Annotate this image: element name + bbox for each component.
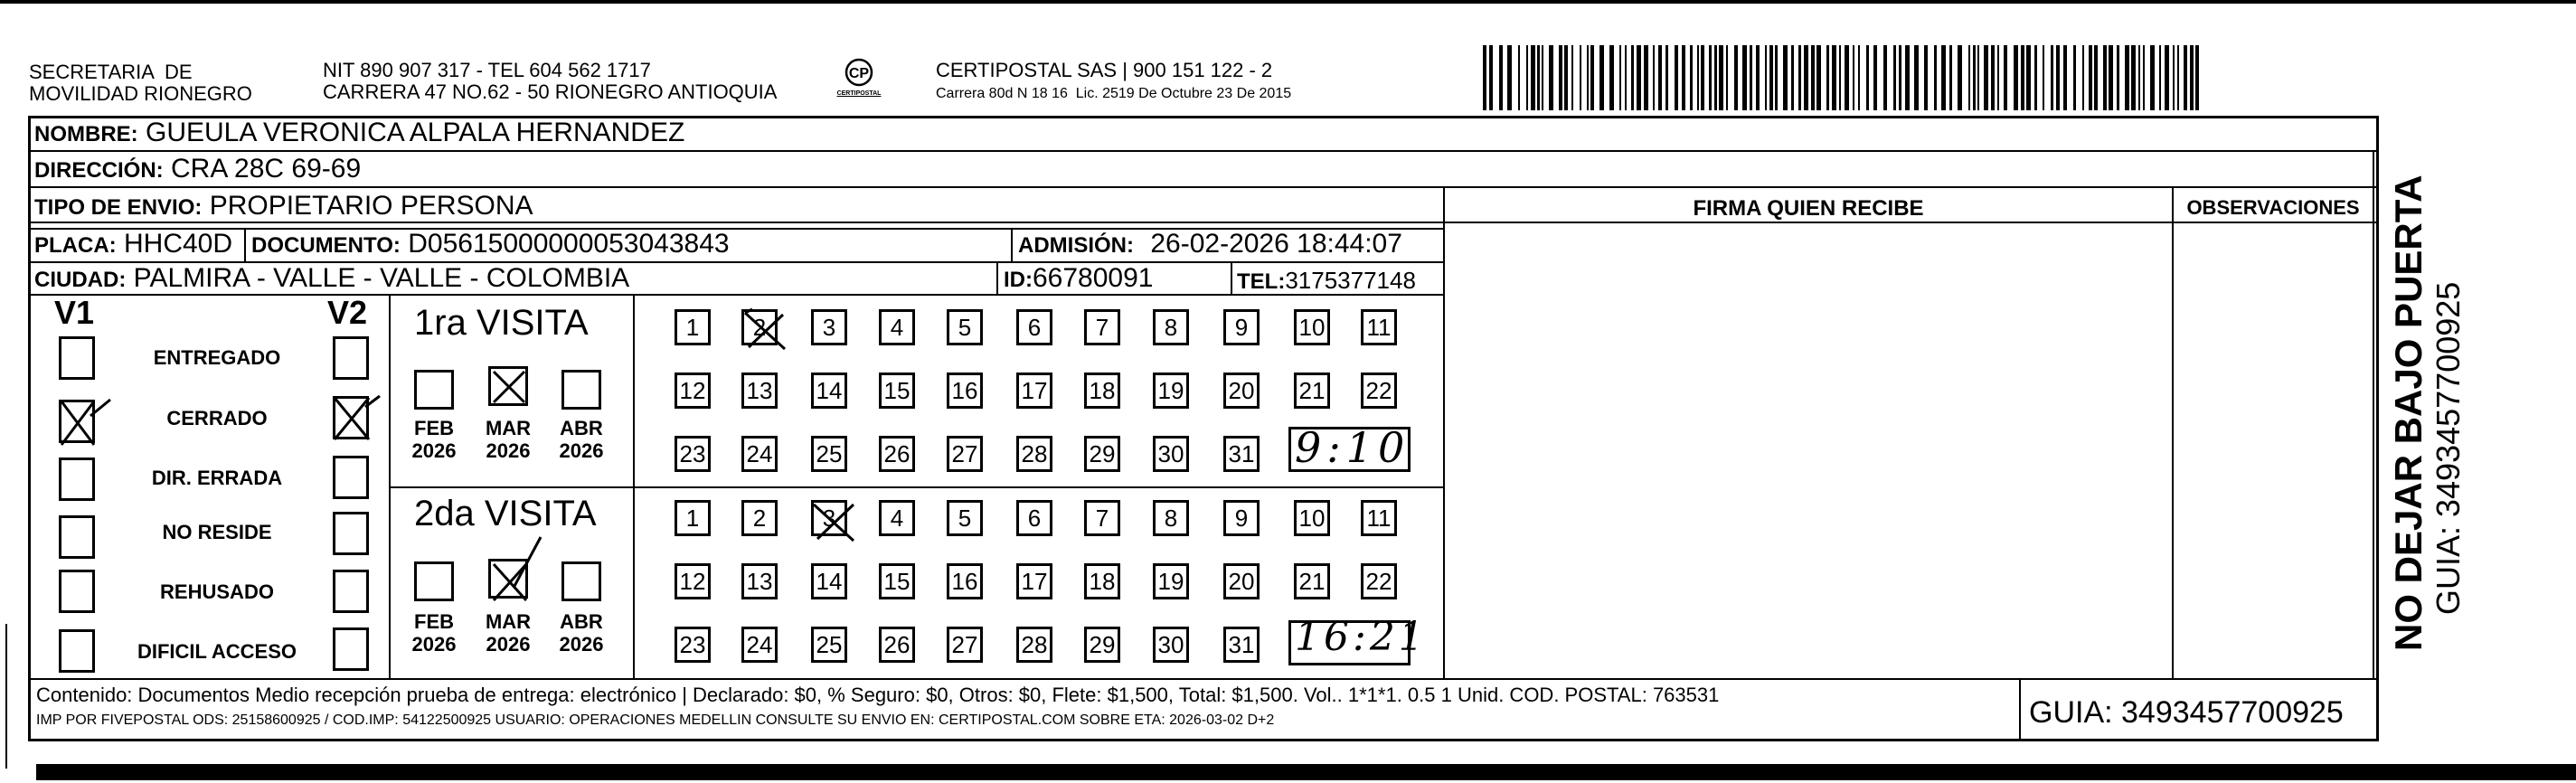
id-value: 66780091 <box>1033 263 1154 293</box>
barcode-bar <box>1701 45 1704 110</box>
barcode-bar <box>1941 45 1946 110</box>
nombre-value: GUEULA VERONICA ALPALA HERNANDEZ <box>146 118 685 147</box>
visit1-day-27[interactable]: 27 <box>947 436 983 472</box>
visit2-month-label-mar: MAR <box>485 610 532 633</box>
visit1-day-7[interactable]: 7 <box>1084 309 1120 345</box>
visit2-day-12[interactable]: 12 <box>675 563 711 599</box>
col-line <box>2019 678 2021 741</box>
barcode-bar <box>1483 45 1486 110</box>
barcode-bar <box>1559 45 1562 110</box>
side-warning <box>2387 145 2486 651</box>
org-line-1: SECRETARIA DE <box>29 61 193 83</box>
barcode-bar <box>1609 45 1614 110</box>
visit2-time-text: 16:21 <box>1295 614 1428 660</box>
visit1-day-23[interactable]: 23 <box>675 436 711 472</box>
documento-cell: DOCUMENTO: D05615000000053043843 <box>251 229 730 259</box>
barcode-bar <box>1905 45 1910 110</box>
visit2-day-3[interactable]: 3 <box>811 500 847 536</box>
direccion-row: DIRECCIÓN: CRA 28C 69-69 <box>34 154 362 184</box>
visit2-day-6[interactable]: 6 <box>1016 500 1052 536</box>
visit2-day-9[interactable]: 9 <box>1223 500 1260 536</box>
ciudad-value: PALMIRA - VALLE - VALLE - COLOMBIA <box>133 263 630 293</box>
barcode-bar <box>1518 45 1520 110</box>
visit1-day-26[interactable]: 26 <box>879 436 915 472</box>
visit2-day-5[interactable]: 5 <box>947 500 983 536</box>
barcode-bar <box>1697 45 1699 110</box>
barcode-bar <box>1973 45 1976 110</box>
visit1-day-22[interactable]: 22 <box>1361 373 1397 409</box>
barcode-bar <box>1549 45 1553 110</box>
barcode-bar <box>1914 45 1919 110</box>
placa-cell: PLACA: HHC40D <box>34 229 233 259</box>
barcode-bar <box>1958 45 1962 110</box>
visit2-day-14[interactable]: 14 <box>811 563 847 599</box>
barcode-bar <box>1924 45 1928 110</box>
col-line <box>996 261 998 294</box>
barcode-bar <box>2173 45 2175 110</box>
v2-checkbox-entregado[interactable] <box>333 336 369 380</box>
barcode-bar <box>1968 45 1970 110</box>
visit2-day-29[interactable]: 29 <box>1084 627 1120 663</box>
visit2-day-20[interactable]: 20 <box>1223 563 1260 599</box>
barcode-bar <box>1977 45 1979 110</box>
barcode-bar <box>1997 45 1999 110</box>
visit2-year-label-abr: 2026 <box>559 633 604 656</box>
org-line-2: MOVILIDAD RIONEGRO <box>29 82 252 105</box>
v1-checkbox-no-reside[interactable] <box>59 515 95 559</box>
v2-checkbox-no-reside[interactable] <box>333 512 369 555</box>
direccion-value: CRA 28C 69-69 <box>171 154 362 184</box>
barcode-bar <box>2043 45 2044 110</box>
visit1-day-30[interactable]: 30 <box>1153 436 1189 472</box>
barcode-bar <box>1791 45 1794 110</box>
visit1-day-24[interactable]: 24 <box>741 436 778 472</box>
status-entregado: ENTREGADO <box>153 346 281 369</box>
v1-checkbox-rehusado[interactable] <box>59 570 95 613</box>
visit1-month-box-abr[interactable] <box>561 370 601 410</box>
visit2-day-27[interactable]: 27 <box>947 627 983 663</box>
barcode-bar <box>1571 45 1573 110</box>
visit1-mar-mark <box>488 366 530 408</box>
visit1-day-4[interactable]: 4 <box>879 309 915 345</box>
barcode-bar <box>1599 45 1604 110</box>
barcode-bar <box>2063 45 2067 110</box>
visit2-day-15[interactable]: 15 <box>879 563 915 599</box>
side-line-2: GUIA: 3493457700925 <box>2430 281 2467 615</box>
visit2-month-label-abr: ABR <box>560 610 603 633</box>
visit2-day-8[interactable]: 8 <box>1153 500 1189 536</box>
visit2-day-4[interactable]: 4 <box>879 500 915 536</box>
placa-value: HHC40D <box>124 229 233 259</box>
visit2-day-16[interactable]: 16 <box>947 563 983 599</box>
visit1-day-18[interactable]: 18 <box>1084 373 1120 409</box>
visit2-day-26[interactable]: 26 <box>879 627 915 663</box>
barcode-bar <box>2082 45 2084 110</box>
visit2-day-25[interactable]: 25 <box>811 627 847 663</box>
barcode-bar <box>1564 45 1568 110</box>
v1-checkbox-dificil-acceso[interactable] <box>59 629 95 673</box>
barcode-bar <box>1625 45 1627 110</box>
visit2-day-3-mark <box>808 497 861 546</box>
visit2-day-21[interactable]: 21 <box>1294 563 1330 599</box>
col-line <box>1231 261 1232 294</box>
v2-checkbox-dir-errada[interactable] <box>333 456 369 499</box>
status-rehusado: REHUSADO <box>160 580 274 603</box>
barcode-bar <box>2094 45 2098 110</box>
visit1-day-2[interactable]: 2 <box>741 309 778 345</box>
visit2-day-22[interactable]: 22 <box>1361 563 1397 599</box>
status-dificil-acceso: DIFICIL ACCESO <box>137 640 297 663</box>
barcode-bar <box>1866 45 1869 110</box>
address-line: CARRERA 47 NO.62 - 50 RIONEGRO ANTIOQUIA <box>323 80 778 103</box>
barcode-bar <box>1858 45 1860 110</box>
barcode-bar <box>2177 45 2179 110</box>
tipo-value: PROPIETARIO PERSONA <box>209 191 533 221</box>
barcode-bar <box>1499 45 1503 110</box>
barcode-bar <box>1644 45 1648 110</box>
barcode-bar <box>1542 45 1543 110</box>
barcode-bar <box>1637 45 1641 110</box>
barcode-bar <box>1934 45 1937 110</box>
visit1-day-14[interactable]: 14 <box>811 373 847 409</box>
barcode-bar <box>2131 45 2136 110</box>
barcode-bar <box>1832 45 1836 110</box>
barcode-bar <box>2109 45 2113 110</box>
visit2-day-17[interactable]: 17 <box>1016 563 1052 599</box>
barcode-bar <box>2034 45 2037 110</box>
visit1-day-17[interactable]: 17 <box>1016 373 1052 409</box>
barcode-bar <box>1489 45 1493 110</box>
footer-line-2: IMP POR FIVEPOSTAL ODS: 25158600925 / COD.IMP: 54122500925 USUARIO: OPERACIONES MEDELLIN CONSULTE SU ENVIO EN: CERTIPOSTAL.COM SOBRE ETA: 2026-03-02 D+2 <box>36 712 1275 728</box>
visit2-day-24[interactable]: 24 <box>741 627 778 663</box>
barcode-bar <box>1765 45 1767 110</box>
certipostal-logo <box>835 56 882 103</box>
barcode-bar <box>1899 45 1901 110</box>
visit2-year-label-feb: 2026 <box>411 633 457 656</box>
barcode-bar <box>1719 45 1723 110</box>
barcode-bar <box>1587 45 1589 110</box>
barcode-bar <box>1665 45 1668 110</box>
visit2-month-label-feb: FEB <box>414 610 454 633</box>
barcode-bar <box>2150 45 2155 110</box>
visit1-month-label-mar: MAR <box>485 417 532 439</box>
barcode-bar <box>1883 45 1887 110</box>
barcode-bar <box>2190 45 2194 110</box>
visit1-day-28[interactable]: 28 <box>1016 436 1052 472</box>
barcode-bar <box>1690 45 1693 110</box>
barcode-bar <box>2165 45 2169 110</box>
barcode-bar <box>2026 45 2031 110</box>
barcode-bar <box>1893 45 1896 110</box>
barcode-bar <box>1839 45 1841 110</box>
observaciones-header: OBSERVACIONES <box>2186 196 2360 219</box>
admision-value: 26-02-2026 18:44:07 <box>1150 229 1402 259</box>
col-line <box>2373 150 2374 678</box>
visit1-day-2-mark <box>740 306 790 354</box>
visit2-day-2[interactable]: 2 <box>741 500 778 536</box>
visit2-day-13[interactable]: 13 <box>741 563 778 599</box>
visit1-month-label-abr: ABR <box>560 417 603 439</box>
barcode-bar <box>1853 45 1854 110</box>
visit1-day-11[interactable]: 11 <box>1361 309 1397 345</box>
visit1-day-1[interactable]: 1 <box>675 309 711 345</box>
barcode-bar <box>1580 45 1581 110</box>
barcode-bar <box>1537 45 1540 110</box>
v2-checkbox-dificil-acceso[interactable] <box>333 627 369 671</box>
barcode-bar <box>2014 45 2018 110</box>
tipo-row: TIPO DE ENVIO: PROPIETARIO PERSONA <box>34 191 533 221</box>
visit1-day-12[interactable]: 12 <box>675 373 711 409</box>
visit1-day-15[interactable]: 15 <box>879 373 915 409</box>
barcode-bar <box>1709 45 1712 110</box>
barcode-bar <box>2117 45 2119 110</box>
col-line <box>1443 186 1445 678</box>
col-line <box>2172 186 2174 678</box>
visit1-day-9[interactable]: 9 <box>1223 309 1260 345</box>
visit2-year-label-mar: 2026 <box>486 633 531 656</box>
firma-header: FIRMA QUIEN RECIBE <box>1693 196 1924 221</box>
tel-cell: TEL:3175377148 <box>1237 267 1416 294</box>
visit1-day-8[interactable]: 8 <box>1153 309 1189 345</box>
status-dir-errada: DIR. ERRADA <box>151 467 283 489</box>
barcode-bar <box>1991 45 1995 110</box>
visit1-month-box-feb[interactable] <box>414 370 454 410</box>
visit1-day-6[interactable]: 6 <box>1016 309 1052 345</box>
visit2-day-23[interactable]: 23 <box>675 627 711 663</box>
barcode-bar <box>1590 45 1594 110</box>
top-page-rule <box>0 0 2576 4</box>
footer-line <box>28 678 2379 680</box>
visit2-month-box-feb[interactable] <box>414 561 454 601</box>
barcode-bar <box>1653 45 1655 110</box>
left-edge-mark <box>5 624 7 769</box>
barcode-bar <box>1682 45 1685 110</box>
barcode-bar <box>1949 45 1952 110</box>
documento-value: D05615000000053043843 <box>408 229 730 259</box>
barcode-bar <box>1811 45 1815 110</box>
visit1-year-label-abr: 2026 <box>559 439 604 462</box>
barcode-bar <box>2138 45 2140 110</box>
v1-label: V1 <box>54 294 95 331</box>
visit1-day-19[interactable]: 19 <box>1153 373 1189 409</box>
barcode-bar <box>2103 45 2107 110</box>
barcode-bar <box>2004 45 2007 110</box>
visit1-day-31[interactable]: 31 <box>1223 436 1260 472</box>
bottom-page-rule <box>36 764 2576 780</box>
visit2-month-box-abr[interactable] <box>561 561 601 601</box>
status-cerrado: CERRADO <box>166 407 268 429</box>
visit1-day-3[interactable]: 3 <box>811 309 847 345</box>
col-line <box>1011 228 1013 261</box>
barcode-bar <box>2195 45 2199 110</box>
visit2-day-28[interactable]: 28 <box>1016 627 1052 663</box>
barcode-bar <box>1798 45 1801 110</box>
barcode-bar <box>2184 45 2187 110</box>
visit2-day-7[interactable]: 7 <box>1084 500 1120 536</box>
visit1-day-16[interactable]: 16 <box>947 373 983 409</box>
id-cell: ID:66780091 <box>1004 263 1154 293</box>
visit2-day-30[interactable]: 30 <box>1153 627 1189 663</box>
barcode-bar <box>1775 45 1778 110</box>
company-sub: Carrera 80d N 18 16 Lic. 2519 De Octubre 23 De 2015 <box>936 86 1292 101</box>
barcode-bar <box>2073 45 2076 110</box>
footer-line-1: Contenido: Documentos Medio recepción prueba de entrega: electrónico | Declarado: $0, % Seguro: $0, Otros: $0, Flete: $1,500, Total: $1,500. Vol.. 1*1*1. 0.5 1 Unid. COD. POSTAL: 763531 <box>36 684 1720 706</box>
visit1-title: 1ra VISITA <box>414 303 589 343</box>
barcode-bar <box>1619 45 1621 110</box>
company-line: CERTIPOSTAL SAS | 900 151 122 - 2 <box>936 59 1273 81</box>
visit2-day-19[interactable]: 19 <box>1153 563 1189 599</box>
barcode-bar <box>1769 45 1773 110</box>
nit-line: NIT 890 907 317 - TEL 604 562 1717 <box>323 59 651 81</box>
v1-checkbox-entregado[interactable] <box>59 336 95 380</box>
barcode-bar <box>1734 45 1738 110</box>
visit2-day-11[interactable]: 11 <box>1361 500 1397 536</box>
barcode-bar <box>1631 45 1634 110</box>
barcode-bar <box>1507 45 1512 110</box>
barcode-bar <box>2056 45 2060 110</box>
col-line <box>244 228 246 261</box>
footer-guia: GUIA: 3493457700925 <box>2029 695 2344 730</box>
row-line <box>28 186 2379 188</box>
barcode-bar <box>2143 45 2145 110</box>
v2-cerrado-mark <box>329 392 383 447</box>
visit1-day-25[interactable]: 25 <box>811 436 847 472</box>
visit1-day-29[interactable]: 29 <box>1084 436 1120 472</box>
svg-text:CP: CP <box>848 66 870 81</box>
barcode-bar <box>1804 45 1808 110</box>
barcode-bar <box>1873 45 1877 110</box>
barcode-bar <box>1845 45 1849 110</box>
barcode-bar <box>2089 45 2092 110</box>
visit2-day-10[interactable]: 10 <box>1294 500 1330 536</box>
logo-text: CERTIPOSTAL <box>836 90 882 97</box>
visit1-year-label-feb: 2026 <box>411 439 457 462</box>
visit-divider <box>389 486 1443 488</box>
barcode-bar <box>1984 45 1988 110</box>
barcode-bar <box>1526 45 1528 110</box>
barcode-bar <box>2051 45 2053 110</box>
barcode-bar <box>1750 45 1752 110</box>
visit1-day-10[interactable]: 10 <box>1294 309 1330 345</box>
v2-checkbox-rehusado[interactable] <box>333 570 369 613</box>
side-line-1: NO DEJAR BAJO PUERTA <box>2387 175 2430 651</box>
visit1-time-text: 9:10 <box>1295 423 1411 472</box>
visit1-day-13[interactable]: 13 <box>741 373 778 409</box>
barcode-bar <box>1726 45 1728 110</box>
v1-checkbox-dir-errada[interactable] <box>59 458 95 501</box>
visit2-mar-mark <box>485 533 548 606</box>
barcode-bar <box>1714 45 1717 110</box>
v1-cerrado-mark <box>54 394 118 450</box>
barcode-bar <box>2125 45 2129 110</box>
status-no-reside: NO RESIDE <box>162 521 272 543</box>
barcode-bar <box>1675 45 1678 110</box>
visit1-day-5[interactable]: 5 <box>947 309 983 345</box>
row-line <box>28 150 2379 152</box>
visit2-title: 2da VISITA <box>414 494 597 533</box>
visit1-day-21[interactable]: 21 <box>1294 373 1330 409</box>
barcode-bar <box>2021 45 2024 110</box>
barcode-bar <box>1658 45 1662 110</box>
visit2-day-31[interactable]: 31 <box>1223 627 1260 663</box>
ciudad-cell: CIUDAD: PALMIRA - VALLE - VALLE - COLOMBIA <box>34 263 630 293</box>
barcode-bar <box>1826 45 1829 110</box>
barcode-bar <box>1756 45 1760 110</box>
visit1-year-label-mar: 2026 <box>486 439 531 462</box>
tel-value: 3175377148 <box>1285 267 1416 294</box>
visit2-day-18[interactable]: 18 <box>1084 563 1120 599</box>
barcode-bar <box>1531 45 1535 110</box>
nombre-row: NOMBRE: GUEULA VERONICA ALPALA HERNANDEZ <box>34 118 685 147</box>
visit2-day-1[interactable]: 1 <box>675 500 711 536</box>
barcode-bar <box>1816 45 1821 110</box>
barcode-bar <box>2159 45 2161 110</box>
admision-cell: ADMISIÓN: 26-02-2026 18:44:07 <box>1018 229 1402 259</box>
barcode-bar <box>1783 45 1788 110</box>
barcode <box>1483 45 2199 110</box>
v2-label: V2 <box>327 294 368 331</box>
visit1-day-20[interactable]: 20 <box>1223 373 1260 409</box>
visit1-month-label-feb: FEB <box>414 417 454 439</box>
barcode-bar <box>1742 45 1747 110</box>
